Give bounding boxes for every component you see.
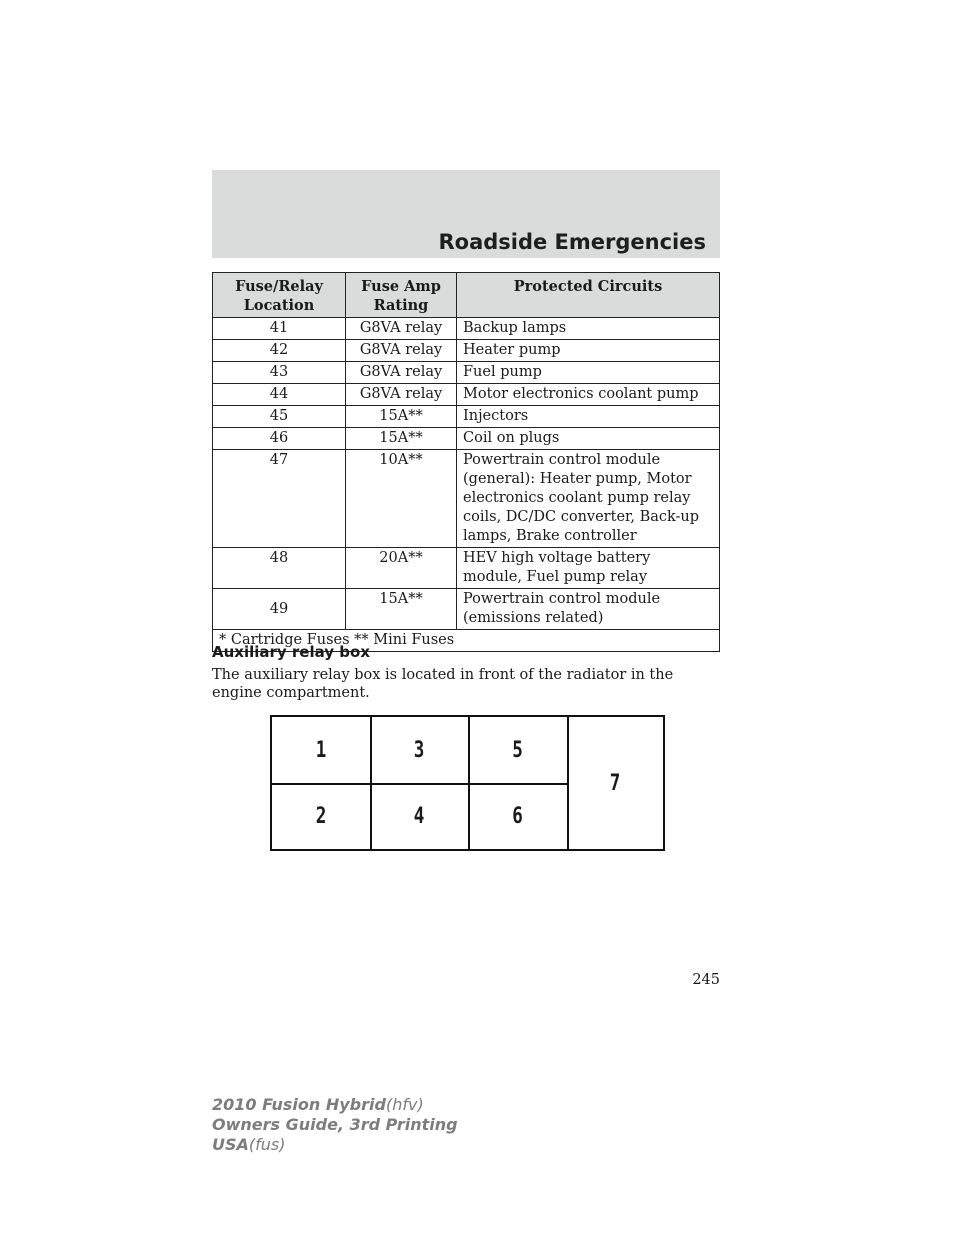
table-row bbox=[213, 428, 720, 450]
page-title: Roadside Emergencies bbox=[438, 230, 706, 254]
cell-circuits: Powertrain control module (emissions related) bbox=[457, 589, 720, 630]
table-row bbox=[213, 318, 720, 340]
cell-rating: 15A** bbox=[346, 406, 457, 428]
fuse-table bbox=[212, 272, 720, 652]
cell-location: 41 bbox=[213, 318, 346, 340]
section-heading: Auxiliary relay box bbox=[212, 643, 370, 661]
relay-label-6: 6 bbox=[512, 803, 523, 829]
cell-circuits: Fuel pump bbox=[457, 362, 720, 384]
cell-circuits: Heater pump bbox=[457, 340, 720, 362]
cell-rating: 15A** bbox=[346, 589, 457, 630]
cell-location: 46 bbox=[213, 428, 346, 450]
footer-line-3 bbox=[212, 1135, 458, 1155]
footer bbox=[212, 1095, 458, 1155]
footer-market-code: (fus) bbox=[248, 1135, 286, 1154]
relay-box-diagram bbox=[270, 715, 665, 851]
relay-label-7: 7 bbox=[609, 770, 621, 796]
table-row bbox=[213, 450, 720, 548]
relay-label-2: 2 bbox=[315, 803, 327, 829]
relay-label-4: 4 bbox=[413, 803, 425, 829]
cell-rating: G8VA relay bbox=[346, 318, 457, 340]
footer-model: 2010 Fusion Hybrid bbox=[212, 1095, 386, 1114]
table-row bbox=[213, 362, 720, 384]
page-number: 245 bbox=[692, 972, 720, 988]
cell-circuits: Motor electronics coolant pump bbox=[457, 384, 720, 406]
column-header-circuits: Protected Circuits bbox=[457, 273, 720, 318]
cell-rating: 15A** bbox=[346, 428, 457, 450]
table-row bbox=[213, 406, 720, 428]
cell-location: 45 bbox=[213, 406, 346, 428]
footer-line-1 bbox=[212, 1095, 458, 1115]
cell-circuits: Injectors bbox=[457, 406, 720, 428]
cell-circuits: Backup lamps bbox=[457, 318, 720, 340]
cell-circuits: Powertrain control module (general): Heater pump, Motor electronics coolant pump relay coils, DC/DC converter, Back-up lamps, Brake controller bbox=[457, 450, 720, 548]
header-band bbox=[212, 170, 720, 258]
table-row bbox=[213, 340, 720, 362]
table-footnote: * Cartridge Fuses ** Mini Fuses bbox=[213, 630, 720, 652]
table-row bbox=[213, 384, 720, 406]
table-row bbox=[213, 548, 720, 589]
relay-label-5: 5 bbox=[512, 737, 523, 763]
cell-rating: G8VA relay bbox=[346, 384, 457, 406]
column-header-rating: Fuse Amp Rating bbox=[346, 273, 457, 318]
cell-rating: G8VA relay bbox=[346, 340, 457, 362]
cell-location: 48 bbox=[213, 548, 346, 589]
cell-location: 44 bbox=[213, 384, 346, 406]
cell-location: 43 bbox=[213, 362, 346, 384]
cell-circuits: Coil on plugs bbox=[457, 428, 720, 450]
cell-location: 47 bbox=[213, 450, 346, 548]
relay-label-3: 3 bbox=[413, 737, 425, 763]
cell-location: 42 bbox=[213, 340, 346, 362]
footer-line-2: Owners Guide, 3rd Printing bbox=[212, 1115, 458, 1134]
table-row bbox=[213, 589, 720, 630]
cell-rating: 20A** bbox=[346, 548, 457, 589]
footer-market: USA bbox=[212, 1135, 249, 1154]
column-header-location: Fuse/Relay Location bbox=[213, 273, 346, 318]
cell-rating: 10A** bbox=[346, 450, 457, 548]
relay-label-1: 1 bbox=[315, 737, 327, 763]
cell-location: 49 bbox=[213, 589, 346, 630]
table-header-row bbox=[213, 273, 720, 318]
cell-rating: G8VA relay bbox=[346, 362, 457, 384]
cell-circuits: HEV high voltage battery module, Fuel pump relay bbox=[457, 548, 720, 589]
section-text: The auxiliary relay box is located in front of the radiator in the engine compartment. bbox=[212, 667, 674, 701]
footer-model-code: (hfv) bbox=[385, 1095, 424, 1114]
